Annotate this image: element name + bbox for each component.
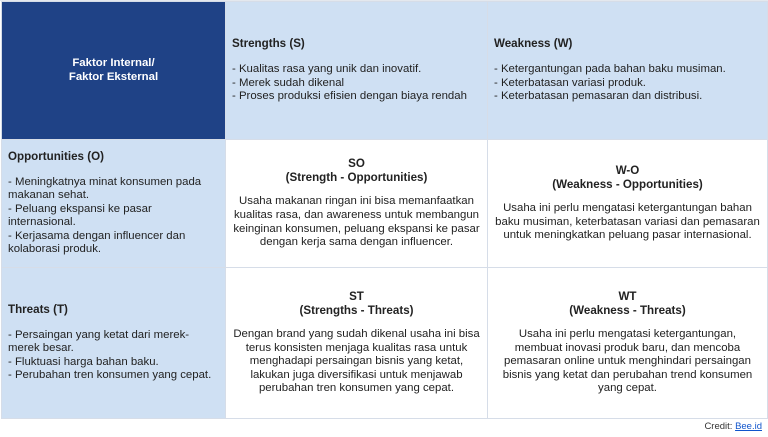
- weakness-list: [494, 63, 761, 104]
- so-body: Usaha makanan ringan ini bisa memanfaatkan kualitas rasa, dan awareness untuk membangun keinginan konsumen, peluang ekspansi ke pasar dengan kerja sama dengan influencer.: [233, 195, 480, 249]
- wo-subtitle: (Weakness - Opportunities): [552, 178, 703, 192]
- threats-list: [8, 329, 219, 383]
- list-item: - Keterbatasan variasi produk.: [494, 76, 646, 89]
- st-body: Dengan brand yang sudah dikenal usaha ini bisa terus konsisten menjaga kualitas rasa untuk menghadapi persaingan bisnis yang ketat, lakukan juga diversifikasi untuk menjawab perubahan tren konsumen yang cepat.: [233, 328, 480, 395]
- list-item: - Proses produksi efisien dengan biaya rendah: [232, 90, 467, 103]
- st-subtitle: (Strengths - Threats): [299, 304, 414, 318]
- wo-title: W-O: [615, 164, 640, 178]
- wo-cell: [488, 140, 768, 268]
- wt-subtitle: (Weakness - Threats): [569, 304, 686, 318]
- threats-cell: [2, 268, 226, 419]
- table-row: [2, 268, 768, 419]
- list-item: - Peluang ekspansi ke pasar internasional.: [8, 202, 152, 229]
- list-item: - Keterbatasan pemasaran dan distribusi.: [494, 90, 703, 103]
- strengths-title: Strengths (S): [232, 37, 305, 51]
- swot-table: [1, 1, 768, 419]
- corner-header-cell: [2, 2, 226, 140]
- wt-title: WT: [618, 290, 637, 304]
- list-item: - Kerjasama dengan influencer dan kolaborasi produk.: [8, 229, 186, 256]
- wt-cell: [488, 268, 768, 419]
- header-line-2: Faktor Eksternal: [68, 70, 159, 83]
- list-item: - Kualitas rasa yang unik dan inovatif.: [232, 62, 422, 75]
- header-line-1: Faktor Internal/: [72, 56, 155, 69]
- opportunities-title: Opportunities (O): [8, 149, 104, 163]
- so-cell: [226, 140, 488, 268]
- opportunities-cell: [2, 140, 226, 268]
- credit-label: Credit:: [704, 421, 733, 432]
- table-row: [2, 2, 768, 140]
- strengths-list: [232, 63, 481, 104]
- weakness-title: Weakness (W): [494, 37, 573, 51]
- list-item: - Persaingan yang ketat dari merek-merek besar.: [8, 328, 190, 355]
- list-item: - Perubahan tren konsumen yang cepat.: [8, 369, 212, 382]
- list-item: - Ketergantungan pada bahan baku musiman.: [494, 62, 726, 75]
- st-title: ST: [349, 290, 364, 304]
- credit-line: [704, 421, 762, 432]
- list-item: - Fluktuasi harga bahan baku.: [8, 355, 159, 368]
- table-row: [2, 140, 768, 268]
- list-item: - Merek sudah dikenal: [232, 76, 345, 89]
- opportunities-list: [8, 176, 219, 258]
- so-title: SO: [348, 157, 365, 171]
- so-subtitle: (Strength - Opportunities): [285, 171, 428, 185]
- credit-link[interactable]: Bee.id: [735, 421, 762, 432]
- st-cell: [226, 268, 488, 419]
- list-item: - Meningkatnya minat konsumen pada makanan sehat.: [8, 175, 202, 202]
- weakness-cell: [488, 2, 768, 140]
- strengths-cell: [226, 2, 488, 140]
- wo-body: Usaha ini perlu mengatasi ketergantungan bahan baku musiman, keterbatasan variasi dan pemasaran untuk meningkatkan peluang pasar internasional.: [495, 202, 760, 242]
- threats-title: Threats (T): [8, 303, 68, 317]
- wt-body: Usaha ini perlu mengatasi ketergantungan, membuat inovasi produk baru, dan mencoba pemasaran online untuk menghindari persaingan bisnis yang ketat dan perubahan trend konsumen yang cepat.: [502, 328, 753, 395]
